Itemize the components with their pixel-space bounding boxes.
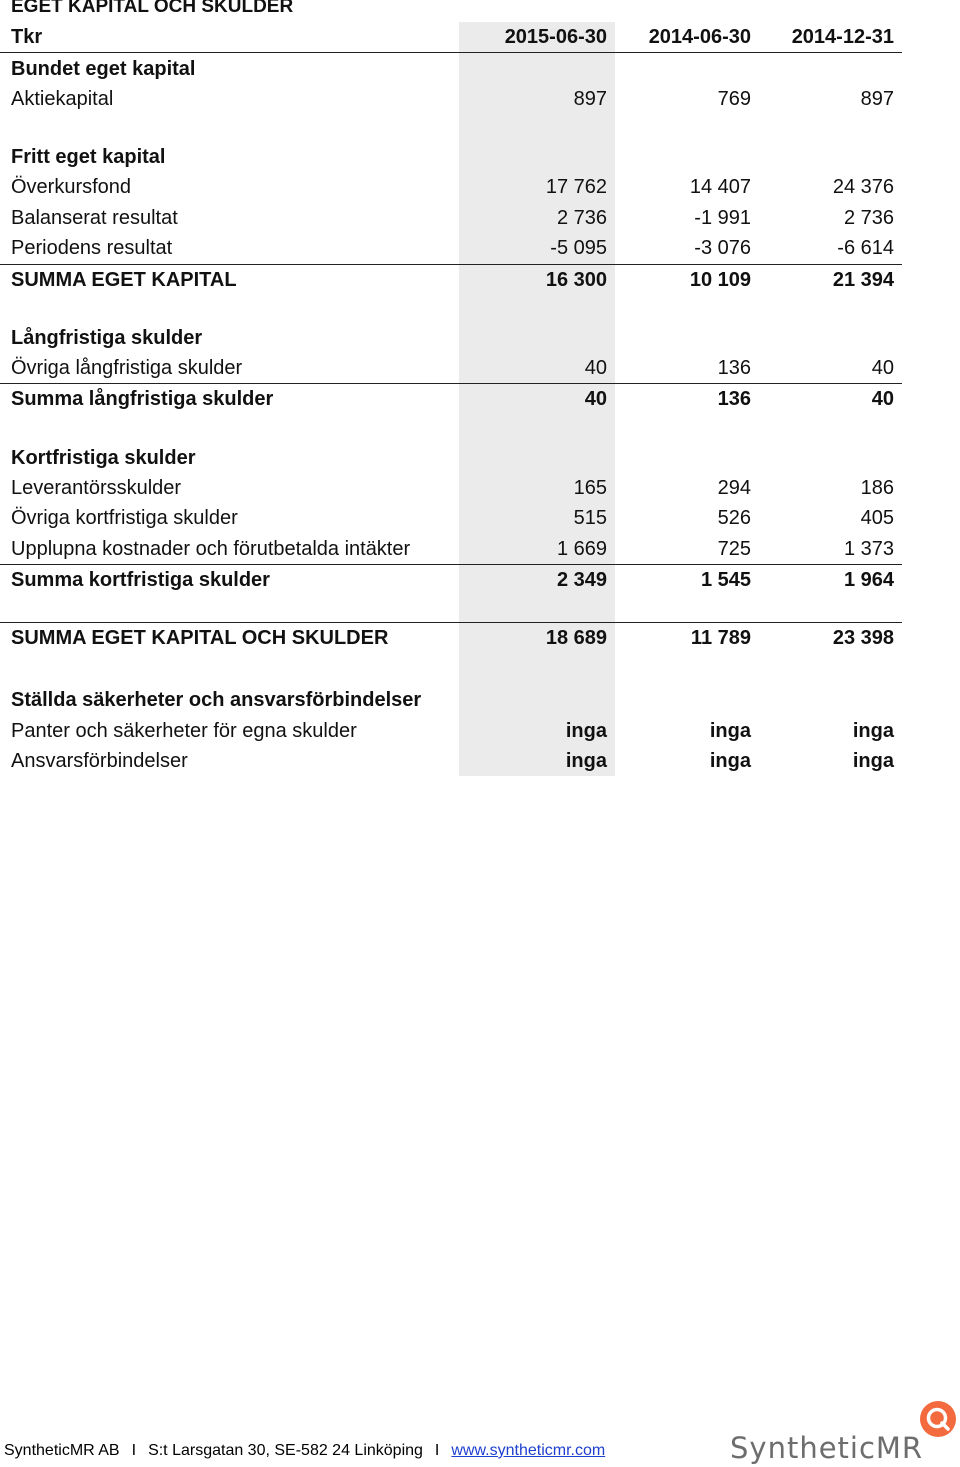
column-header-2015-06-30: 2015-06-30 bbox=[504, 26, 607, 48]
table-row-summa-eget-kapital-och-skulder bbox=[0, 622, 902, 653]
row-label: Aktiekapital bbox=[11, 88, 114, 110]
table-row-summa-langfristiga bbox=[0, 383, 902, 414]
section-heading-label: Ställda säkerheter och ansvarsförbindelser bbox=[11, 689, 422, 711]
cell-value: 40 bbox=[584, 357, 607, 379]
cell-value: inga bbox=[709, 750, 751, 772]
footer-separator: I bbox=[131, 1442, 137, 1459]
cell-value: 405 bbox=[860, 507, 894, 529]
cell-value: 186 bbox=[860, 477, 894, 499]
cell-value: 16 300 bbox=[545, 269, 607, 291]
page-footer bbox=[4, 1441, 605, 1461]
section-heading-label: Bundet eget kapital bbox=[11, 58, 196, 80]
section-heading-langfristiga bbox=[0, 323, 902, 353]
row-label: SUMMA EGET KAPITAL OCH SKULDER bbox=[11, 627, 389, 649]
cell-value: 136 bbox=[717, 388, 751, 410]
table-row-ovriga-kortfristiga bbox=[0, 503, 902, 533]
cell-value: 1 669 bbox=[556, 538, 607, 560]
cell-value: -6 614 bbox=[837, 237, 894, 259]
cell-value: 2 736 bbox=[843, 207, 894, 229]
column-header-2014-06-30: 2014-06-30 bbox=[648, 26, 751, 48]
row-label: Överkursfond bbox=[11, 176, 132, 198]
row-label: SUMMA EGET KAPITAL bbox=[11, 269, 237, 291]
cell-value: 1 964 bbox=[843, 569, 894, 591]
row-label: Upplupna kostnader och förutbetalda intäkter bbox=[11, 538, 411, 560]
cell-value: -3 076 bbox=[694, 237, 751, 259]
cell-value: 294 bbox=[717, 477, 751, 499]
cell-value: inga bbox=[852, 750, 894, 772]
section-heading-label: Fritt eget kapital bbox=[11, 146, 166, 168]
cell-value: 17 762 bbox=[545, 176, 607, 198]
cell-value: 725 bbox=[717, 538, 751, 560]
section-heading-fritt bbox=[0, 142, 902, 172]
cell-value: 2 736 bbox=[556, 207, 607, 229]
cell-value: 10 109 bbox=[689, 269, 751, 291]
cell-value: 515 bbox=[573, 507, 607, 529]
row-label: Panter och säkerheter för egna skulder bbox=[11, 720, 357, 742]
table-row-summa-eget-kapital bbox=[0, 264, 902, 295]
cell-value: 769 bbox=[717, 88, 751, 110]
cell-value: 23 398 bbox=[832, 627, 894, 649]
table-row-overkursfond bbox=[0, 172, 902, 202]
cell-value: -1 991 bbox=[694, 207, 751, 229]
section-heading-bundet bbox=[0, 54, 902, 84]
table-row-periodens-resultat bbox=[0, 233, 902, 263]
cell-value: 1 545 bbox=[700, 569, 751, 591]
cell-value: 897 bbox=[860, 88, 894, 110]
table-header-row bbox=[0, 22, 902, 53]
cell-value: 40 bbox=[871, 388, 894, 410]
table-row-ovriga-langfristiga bbox=[0, 353, 902, 383]
cell-value: 1 373 bbox=[843, 538, 894, 560]
footer-website-link[interactable]: www.syntheticmr.com bbox=[451, 1442, 606, 1459]
cell-value: 14 407 bbox=[689, 176, 751, 198]
footer-separator: I bbox=[434, 1442, 440, 1459]
table-row-upplupna-kostnader bbox=[0, 534, 902, 564]
cell-value: 526 bbox=[717, 507, 751, 529]
row-label: Periodens resultat bbox=[11, 237, 173, 259]
row-label: Balanserat resultat bbox=[11, 207, 178, 229]
cell-value: 21 394 bbox=[832, 269, 894, 291]
company-logo bbox=[730, 1400, 960, 1467]
table-row-ansvarsforbindelser bbox=[0, 746, 902, 776]
cell-value: 165 bbox=[573, 477, 607, 499]
row-label: Övriga långfristiga skulder bbox=[11, 357, 243, 379]
cell-value: 136 bbox=[717, 357, 751, 379]
table-row-panter bbox=[0, 716, 902, 746]
row-label: Summa långfristiga skulder bbox=[11, 388, 274, 410]
cell-value: 18 689 bbox=[545, 627, 607, 649]
footer-address: S:t Larsgatan 30, SE-582 24 Linköping bbox=[148, 1442, 423, 1459]
footer-company: SyntheticMR AB bbox=[4, 1442, 120, 1459]
row-label: Övriga kortfristiga skulder bbox=[11, 507, 238, 529]
section-heading-kortfristiga bbox=[0, 443, 902, 473]
cell-value: 40 bbox=[584, 388, 607, 410]
cell-value: inga bbox=[565, 720, 607, 742]
page-title: EGET KAPITAL OCH SKULDER bbox=[11, 0, 294, 17]
cell-value: 11 789 bbox=[690, 627, 751, 649]
table-row-leverantorsskulder bbox=[0, 473, 902, 503]
cell-value: 2 349 bbox=[556, 569, 607, 591]
section-heading-label: Långfristiga skulder bbox=[11, 327, 203, 349]
logo-wordmark: SyntheticMR bbox=[730, 1431, 924, 1465]
table-row-aktiekapital bbox=[0, 84, 902, 114]
column-header-2014-12-31: 2014-12-31 bbox=[791, 26, 894, 48]
row-label: Leverantörsskulder bbox=[11, 477, 182, 499]
section-heading-stallda-sakerheter bbox=[0, 685, 902, 715]
cell-value: inga bbox=[709, 720, 751, 742]
cell-value: inga bbox=[565, 750, 607, 772]
cell-value: 24 376 bbox=[832, 176, 894, 198]
row-label: Ansvarsförbindelser bbox=[11, 750, 188, 772]
table-row-summa-kortfristiga bbox=[0, 564, 902, 595]
logo-mark-icon bbox=[918, 1400, 958, 1440]
unit-label: Tkr bbox=[11, 26, 43, 48]
cell-value: 40 bbox=[871, 357, 894, 379]
cell-value: 897 bbox=[573, 88, 607, 110]
cell-value: -5 095 bbox=[550, 237, 607, 259]
table-row-balanserat-resultat bbox=[0, 203, 902, 233]
cell-value: inga bbox=[852, 720, 894, 742]
row-label: Summa kortfristiga skulder bbox=[11, 569, 270, 591]
section-heading-label: Kortfristiga skulder bbox=[11, 447, 196, 469]
